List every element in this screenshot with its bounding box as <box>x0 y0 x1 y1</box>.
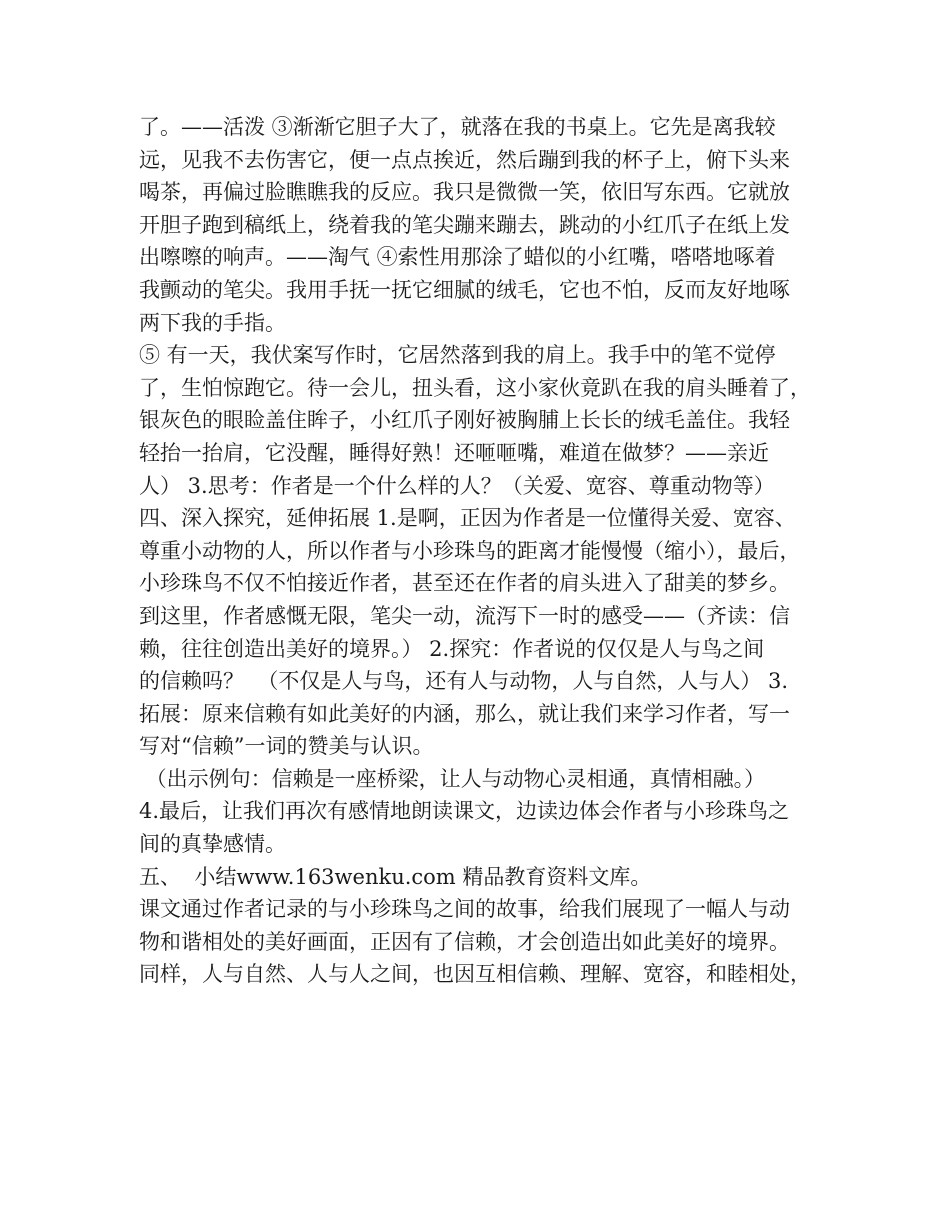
text-line: 物和谐相处的美好画面，正因有了信赖，才会创造出如此美好的境界。 <box>139 929 790 954</box>
text-line: 课文通过作者记录的与小珍珠鸟之间的故事，给我们展现了一幅人与动 <box>139 897 790 922</box>
text-line: 尊重小动物的人，所以作者与小珍珠鸟的距离才能慢慢（缩小），最后， <box>139 538 801 563</box>
text-line: 间的真挚感情。 <box>139 832 286 857</box>
text-line: 到这里，作者感慨无限，笔尖一动，流泻下一时的感受——（齐读：信 <box>139 603 790 628</box>
text-line: 远，见我不去伤害它，便一点点挨近，然后蹦到我的杯子上，俯下头来 <box>139 147 790 172</box>
text-line: （出示例句：信赖是一座桥梁，让人与动物心灵相通，真情相融。） <box>139 766 766 791</box>
text-line: 拓展：原来信赖有如此美好的内涵，那么，就让我们来学习作者，写一 <box>139 701 790 726</box>
text-line: 人） 3.思考：作者是一个什么样的人？（关爱、宽容、尊重动物等） <box>139 473 775 498</box>
text-line: 4.最后，让我们再次有感情地朗读课文，边读边体会作者与小珍珠鸟之 <box>139 799 790 824</box>
text-line: 五、 小结www.163wenku.com 精品教育资料文库。 <box>139 864 652 889</box>
text-line: 四、深入探究，延伸拓展 1.是啊，正因为作者是一位懂得关爱、宽容、 <box>139 506 796 531</box>
document-body <box>139 111 829 991</box>
text-line: ⑤ 有一天，我伏案写作时，它居然落到我的肩上。我手中的笔不觉停 <box>139 343 776 368</box>
text-line: 出嚓嚓的响声。——淘气 ④索性用那涂了蜡似的小红嘴，嗒嗒地啄着 <box>139 245 776 270</box>
text-line: 了，生怕惊跑它。待一会儿，扭头看，这小家伙竟趴在我的肩头睡着了， <box>139 375 811 400</box>
text-line: 了。——活泼 ③渐渐它胆子大了，就落在我的书桌上。它先是离我较 <box>139 115 776 139</box>
text-line: 写对“信赖”一词的赞美与认识。 <box>139 734 434 759</box>
text-line: 同样，人与自然、人与人之间，也因互相信赖、理解、宽容，和睦相处， <box>139 962 811 987</box>
text-line: 我颤动的笔尖。我用手抚一抚它细腻的绒毛，它也不怕，反而友好地啄 <box>139 277 790 302</box>
text-line: 小珍珠鸟不仅不怕接近作者，甚至还在作者的肩头进入了甜美的梦乡。 <box>139 571 790 596</box>
text-line: 喝茶，再偏过脸瞧瞧我的反应。我只是微微一笑，依旧写东西。它就放 <box>139 180 790 205</box>
text-line: 轻抬一抬肩，它没醒，睡得好熟！还咂咂嘴，难道在做梦？——亲近 <box>139 440 769 465</box>
text-line: 赖，往往创造出美好的境界。） 2.探究：作者说的仅仅是人与鸟之间 <box>139 636 765 661</box>
text-line: 银灰色的眼睑盖住眸子，小红爪子刚好被胸脯上长长的绒毛盖住。我轻 <box>139 408 790 433</box>
text-line: 开胆子跑到稿纸上，绕着我的笔尖蹦来蹦去，跳动的小红爪子在纸上发 <box>139 212 790 237</box>
text-line: 两下我的手指。 <box>139 310 286 335</box>
text-line: 的信赖吗？ （不仅是人与鸟，还有人与动物，人与自然，人与人） 3. <box>139 669 789 694</box>
